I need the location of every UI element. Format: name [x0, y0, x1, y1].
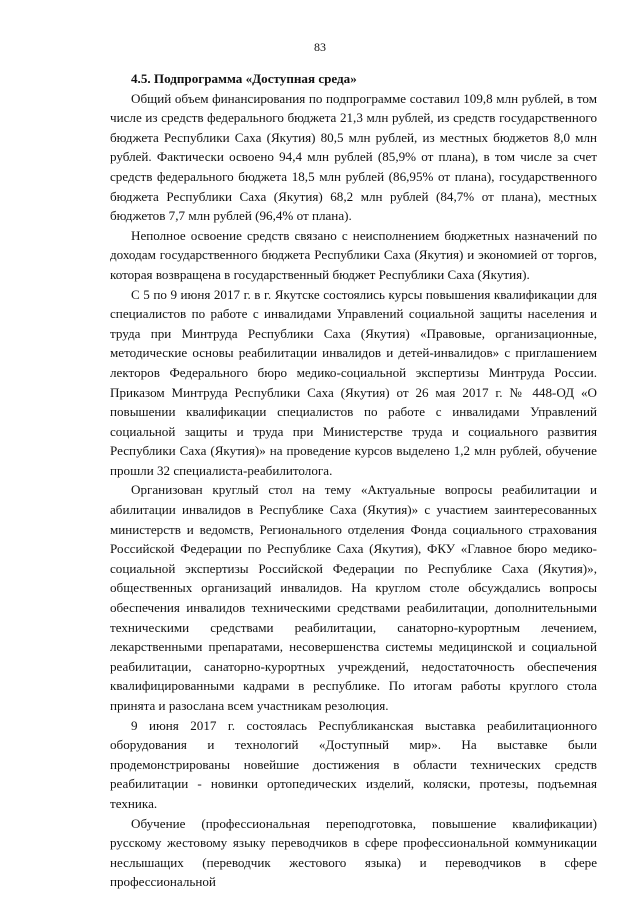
- page-body: [110, 69, 597, 892]
- section-heading: 4.5. Подпрограмма «Доступная среда»: [131, 71, 357, 86]
- paragraph-round-table: Организован круглый стол на тему «Актуальные вопросы реабилитации и абилитации инвалидов в Республике Саха (Якутия)» с участием заинтересованных министерств и ведомств, Регионального отделения Фонда социального страхования Российской Федерации по Республике Саха (Якутия), ФКУ «Главное бюро медико-социальной экспертизы Российской Федерации по Республике Саха (Якутия)», общественных организаций инвалидов. На круглом столе обсуждались вопросы обеспечения инвалидов техническими средствами реабилитации, дополнительными техническими средствами реабилитации, санаторно-курортным лечением, лекарственными препаратами, несовершенства системы медицинской и социальной реабилитации, санаторно-курортных учреждений, недостаточность обеспечения квалифицированными кадрами в республике. По итогам работы круглого стола принята и разослана всем участникам резолюция.: [110, 482, 597, 713]
- paragraph-underspending: Неполное освоение средств связано с неисполнением бюджетных назначений по доходам государственного бюджета Республики Саха (Якутия) и экономией от торгов, которая возвращена в государственный бюджет Республики Саха (Якутия).: [110, 227, 597, 282]
- paragraph-training-courses: С 5 по 9 июня 2017 г. в г. Якутске состоялись курсы повышения квалификации для специалистов по работе с инвалидами Управлений социальной защиты населения и труда при Минтруда Республики Саха (Якутия) «Правовые, организационные, методические основы реабилитации инвалидов и детей-инвалидов» с приглашением лекторов Федерального бюро медико-социальной экспертизы Минтруда России. Приказом Минтруда Республики Саха (Якутия) от 26 мая 2017 г. № 448-ОД «О повышении квалификации специалистов по работе с инвалидами Управлений социальной защиты и труда при Министерстве труда и социального развития Республики Саха (Якутия)» на проведение курсов выделено 1,2 млн рублей, обучение прошли 32 специалиста-реабилитолога.: [110, 286, 597, 478]
- paragraph-funding: Общий объем финансирования по подпрограмме составил 109,8 млн рублей, в том числе из средств федерального бюджета 21,3 млн рублей, из средств государственного бюджета Республики Саха (Якутия) 80,5 млн рублей, из местных бюджетов 8,0 млн рублей. Фактически освоено 94,4 млн рублей (85,9% от плана), в том числе за счет средств федерального бюджета 18,5 млн рублей (86,95% от плана), государственного бюджета Республики Саха (Якутия) 68,2 млн рублей (84,7% от плана), местных бюджетов 7,7 млн рублей (96,4% от плана).: [110, 90, 597, 224]
- paragraph-exhibition: 9 июня 2017 г. состоялась Республиканская выставка реабилитационного оборудования и технологий «Доступный мир». На выставке были продемонстрированы новейшие достижения в области технических средств реабилитации - новинки ортопедических изделий, коляски, протезы, подъемная техника.: [110, 717, 597, 811]
- paragraph-sign-language-training: Обучение (профессиональная переподготовка, повышение квалификации) русскому жестовому языку переводчиков в сфере профессиональной коммуникации неслышащих (переводчик жестового языка) и переводчиков в сфере профессиональной: [110, 815, 597, 890]
- page-number: 83: [314, 40, 326, 54]
